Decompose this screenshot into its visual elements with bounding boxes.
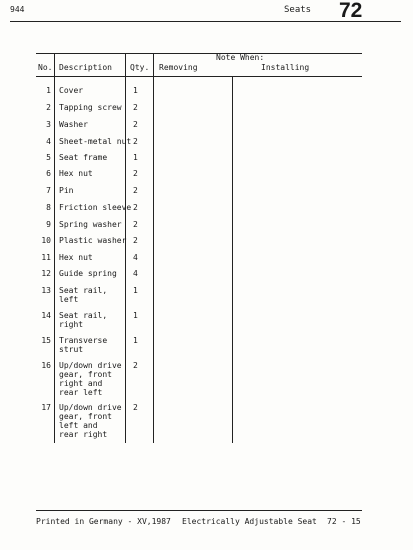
model-label: 944	[10, 5, 25, 14]
row-description: Pin	[59, 186, 74, 195]
row-qty: 2	[133, 120, 138, 129]
row-description: Seat frame	[59, 153, 108, 162]
row-description: Plastic washer	[59, 236, 127, 245]
row-description: Tapping screw	[59, 103, 122, 112]
row-qty: 1	[133, 286, 138, 295]
col-divider-note	[232, 76, 233, 443]
row-number: 3	[46, 120, 51, 129]
col-divider-no	[54, 53, 55, 443]
row-qty: 1	[133, 311, 138, 320]
row-qty: 2	[133, 186, 138, 195]
row-description: Hex nut	[59, 169, 93, 178]
col-divider-desc	[125, 53, 126, 443]
row-description: Up/down drive gear, front left and rear right	[59, 403, 122, 439]
parts-table	[36, 53, 362, 443]
row-qty: 2	[133, 103, 138, 112]
col-header-description: Description	[59, 63, 112, 72]
row-qty: 2	[133, 203, 138, 212]
row-description: Sheet-metal nut	[59, 137, 132, 146]
row-number: 14	[41, 311, 51, 320]
row-number: 11	[41, 253, 51, 262]
row-description: Cover	[59, 86, 84, 95]
row-number: 9	[46, 220, 51, 229]
row-number: 10	[41, 236, 51, 245]
col-divider-qty	[153, 53, 154, 443]
row-number: 16	[41, 361, 51, 370]
row-number: 4	[46, 137, 51, 146]
footer-title: Electrically Adjustable Seat	[182, 517, 317, 526]
row-qty: 2	[133, 403, 138, 412]
header-rule	[10, 21, 401, 22]
row-description: Friction sleeve	[59, 203, 132, 212]
row-description: Guide spring	[59, 269, 117, 278]
row-qty: 2	[133, 169, 138, 178]
row-number: 15	[41, 336, 51, 345]
page-number: 72 - 15	[327, 517, 361, 526]
row-number: 17	[41, 403, 51, 412]
group-number: 72	[339, 0, 363, 22]
row-description: Seat rail, left	[59, 286, 108, 304]
row-description: Washer	[59, 120, 88, 129]
row-description: Up/down drive gear, front right and rear left	[59, 361, 122, 397]
row-number: 1	[46, 86, 51, 95]
row-qty: 1	[133, 153, 138, 162]
row-description: Hex nut	[59, 253, 93, 262]
col-header-removing: Removing	[159, 63, 198, 72]
row-qty: 2	[133, 236, 138, 245]
row-number: 8	[46, 203, 51, 212]
col-header-qty: Qty.	[130, 63, 150, 72]
table-header-rule	[36, 76, 362, 77]
printed-note: Printed in Germany - XV,1987	[36, 517, 171, 526]
row-number: 6	[46, 169, 51, 178]
row-qty: 2	[133, 361, 138, 370]
col-header-no: No.	[38, 63, 53, 72]
section-title: Seats	[284, 5, 312, 15]
row-qty: 4	[133, 253, 138, 262]
row-description: Transverse strut	[59, 336, 108, 354]
footer-rule	[36, 510, 362, 511]
row-description: Seat rail, right	[59, 311, 108, 329]
row-qty: 1	[133, 86, 138, 95]
table-top-rule	[36, 53, 362, 54]
note-when-header: Note When:	[216, 53, 265, 62]
row-number: 12	[41, 269, 51, 278]
row-description: Spring washer	[59, 220, 122, 229]
row-number: 2	[46, 103, 51, 112]
row-number: 7	[46, 186, 51, 195]
row-number: 13	[41, 286, 51, 295]
row-qty: 2	[133, 220, 138, 229]
row-qty: 1	[133, 336, 138, 345]
row-qty: 2	[133, 137, 138, 146]
row-number: 5	[46, 153, 51, 162]
row-qty: 4	[133, 269, 138, 278]
col-header-installing: Installing	[261, 63, 310, 72]
